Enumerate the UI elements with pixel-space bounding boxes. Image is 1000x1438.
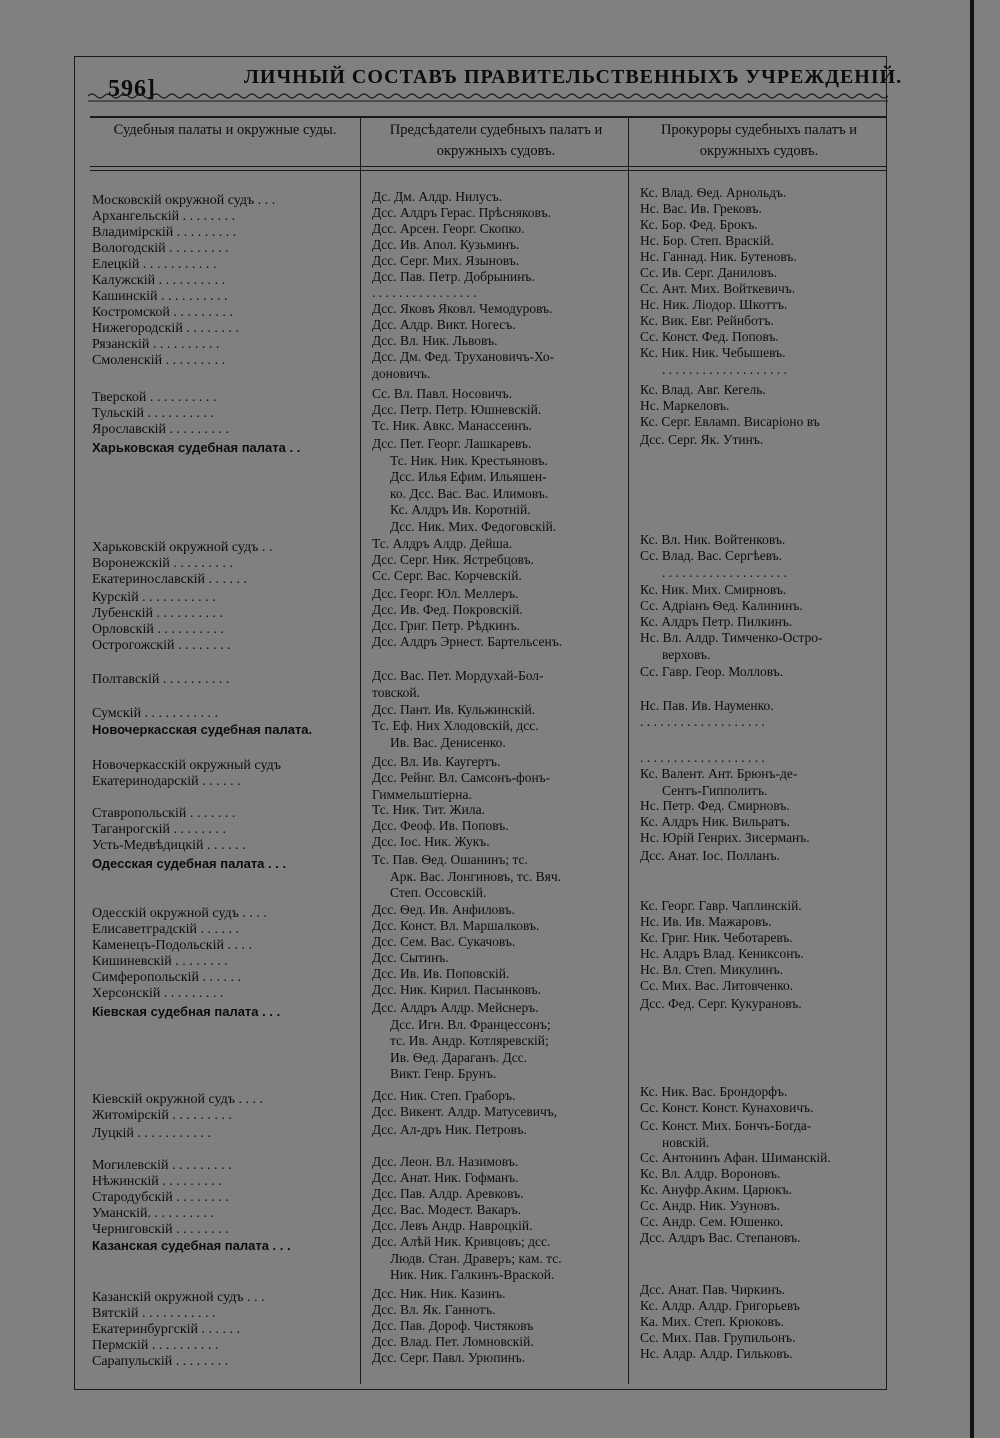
decorative-wavy-rule [88, 90, 888, 104]
chairman-line: Сс. Серг. Вас. Корчевскій. [372, 568, 522, 583]
prosecutor-line: . . . . . . . . . . . . . . . . . . . [640, 750, 765, 765]
court-name: Уманскій. . . . . . . . . . [92, 1206, 215, 1221]
court-name: Курскій . . . . . . . . . . . [92, 590, 216, 605]
chairman-line: Дсс. Пав. Алдр. Аревковъ. [372, 1186, 524, 1201]
prosecutor-line: Нс. Бор. Степ. Враскій. [640, 233, 774, 248]
prosecutor-line: Нс. Ник. Ліодор. Шкоттъ. [640, 297, 788, 312]
court-chamber-name: Новочеркасская судебная палата. [92, 722, 313, 737]
court-name: Екатеринославскій . . . . . . [92, 572, 247, 587]
court-name: Владимірскій . . . . . . . . . [92, 225, 237, 240]
prosecutor-line: Нс. Вас. Ив. Грековъ. [640, 201, 762, 216]
chairman-line: Дсс. Леон. Вл. Назимовъ. [372, 1154, 519, 1169]
court-name: Ярославскій . . . . . . . . . [92, 422, 230, 437]
chairman-line: Гиммельштіерна. [372, 786, 472, 802]
court-name: Черниговскій . . . . . . . . [92, 1222, 229, 1237]
chairman-line: Тс. Ник. Авкс. Манассеинъ. [372, 418, 533, 433]
court-chamber-name: Харьковская судебная палата . . [92, 440, 301, 455]
chairman-line: Дсс. Серг. Ник. Ястребцовъ. [372, 552, 534, 567]
prosecutor-line: Кс. Алдр. Алдр. Григорьевъ [640, 1298, 800, 1313]
court-name: Кашинскій . . . . . . . . . . [92, 289, 228, 304]
prosecutor-line: Сс. Антонинъ Афан. Шиманскій. [640, 1150, 831, 1165]
prosecutor-line: Нс. Алдр. Алдр. Гильковъ. [640, 1346, 793, 1361]
court-name: Полтавскій . . . . . . . . . . [92, 672, 230, 687]
court-name: Елисаветградскій . . . . . . [92, 922, 239, 937]
court-name: Острогожскій . . . . . . . . [92, 638, 231, 653]
chairman-line: Тс. Ник. Тит. Жила. [372, 802, 485, 817]
prosecutor-line: Дсс. Серг. Як. Утинъ. [640, 432, 764, 447]
court-chamber-name: Казанская судебная палата . . . [92, 1238, 291, 1253]
chairman-line: Дсс. Алѣй Ник. Кривцовъ; дсс. [372, 1234, 551, 1249]
prosecutor-line: Нс. Алдръ Влад. Кениксонъ. [640, 946, 804, 961]
chairman-line: Дсс. Яковъ Яковл. Чемодуровъ. [372, 301, 553, 316]
chairman-line: Людв. Стан. Драверъ; кам. тс. [390, 1250, 562, 1266]
prosecutor-line: Сс. Конст. Мих. Бончъ-Богда- [640, 1118, 812, 1133]
chairman-line: доновичъ. [372, 365, 431, 381]
chairman-line: Дс. Дм. Алдр. Нилусъ. [372, 189, 503, 204]
court-name: Херсонскій . . . . . . . . . [92, 986, 224, 1001]
prosecutor-line: Кс. Ануфр.Аким. Царюкъ. [640, 1182, 792, 1197]
court-name: Кіевскій окружной судъ . . . . [92, 1092, 263, 1107]
chairman-line: Дсс. Конст. Вл. Маршалковъ. [372, 918, 540, 933]
chairman-line: Дсс. Ник. Мих. Федоговскій. [390, 518, 557, 534]
chairman-line: Дсс. Ал-дръ Ник. Петровъ. [372, 1122, 527, 1137]
chairman-line: Дсс. Сем. Вас. Сукачовъ. [372, 934, 516, 949]
chairman-line: Тс. Ник. Ник. Крестьяновъ. [390, 452, 548, 468]
court-name: Таганрогскій . . . . . . . . [92, 822, 227, 837]
court-name: Архангельскій . . . . . . . . [92, 209, 236, 224]
chairman-line: Дсс. Алдръ Алдр. Мейснеръ. [372, 1000, 539, 1015]
prosecutor-line: Нс. Маркеловъ. [640, 398, 730, 413]
court-name: Тульскій . . . . . . . . . . [92, 406, 215, 421]
court-name: Калужскій . . . . . . . . . . [92, 273, 226, 288]
court-name: Стародубскій . . . . . . . . [92, 1190, 229, 1205]
court-name: Воронежскій . . . . . . . . . [92, 556, 233, 571]
court-name: Казанскій окружной судъ . . . [92, 1290, 265, 1305]
prosecutor-line: верховъ. [662, 646, 711, 662]
prosecutor-line: Кс. Серг. Евламп. Висаріоно въ [640, 414, 820, 429]
chairman-line: Дсс. Іос. Ник. Жукъ. [372, 834, 490, 849]
chairman-line: Дсс. Ив. Ив. Поповскій. [372, 966, 510, 981]
prosecutor-line: Кс. Вик. Евг. Рейнботъ. [640, 313, 774, 328]
court-name: Луцкій . . . . . . . . . . . [92, 1126, 211, 1141]
chairman-line: Сс. Вл. Павл. Носовичъ. [372, 386, 513, 401]
court-chamber-name: Кіевская судебная палата . . . [92, 1004, 281, 1019]
chairman-line: Дсс. Пав. Дороф. Чистяковъ [372, 1318, 534, 1333]
court-name: Нижегородскій . . . . . . . . [92, 321, 239, 336]
chairman-line: Дсс. Влад. Пет. Ломновскій. [372, 1334, 534, 1349]
prosecutor-line: Кс. Влад. Ѳед. Арнольдъ. [640, 185, 787, 200]
prosecutor-line: Кс. Бор. Фед. Брокъ. [640, 217, 758, 232]
prosecutor-line: Сс. Мих. Вас. Литовченко. [640, 978, 794, 993]
prosecutor-line: Кс. Ник. Ник. Чебышевъ. [640, 345, 786, 360]
chairman-line: . . . . . . . . . . . . . . . . [372, 285, 477, 300]
header-top-rule [90, 116, 886, 118]
header-bottom-rule-2 [90, 170, 886, 171]
prosecutor-line: Дсс. Анат. Пав. Чиркинъ. [640, 1282, 786, 1297]
prosecutor-line: Сентъ-Гипполитъ. [662, 782, 768, 798]
prosecutor-line: Сс. Адріанъ Ѳед. Калининъ. [640, 598, 803, 613]
court-chamber-name: Одесская судебная палата . . . [92, 856, 287, 871]
court-name: Елецкій . . . . . . . . . . . [92, 257, 217, 272]
prosecutor-line: Сс. Мих. Пав. Групильонъ. [640, 1330, 796, 1345]
prosecutor-line: Дсс. Анат. Іос. Полланъ. [640, 848, 780, 863]
prosecutor-line: Нс. Вл. Степ. Микулинъ. [640, 962, 783, 977]
chairman-line: Дсс. Пант. Ив. Кульжинскій. [372, 702, 536, 717]
chairman-line: Дсс. Вл. Ив. Каугертъ. [372, 754, 501, 769]
chairman-line: Дсс. Арсен. Георг. Скопко. [372, 221, 525, 236]
chairman-line: Дсс. Вас. Пет. Мордухай-Бол- [372, 668, 544, 683]
court-name: Вятскій . . . . . . . . . . . [92, 1306, 216, 1321]
chairman-line: Дсс. Алдр. Викт. Ногесъ. [372, 317, 516, 332]
column-header-courts: Судебныя палаты и окружные суды. [113, 122, 337, 138]
prosecutor-line: Кс. Ник. Вас. Брондорфъ. [640, 1084, 788, 1099]
prosecutor-line: Сс. Конст. Фед. Поповъ. [640, 329, 779, 344]
chairman-line: Дсс. Григ. Петр. Рѣдкинъ. [372, 618, 521, 633]
court-name: Нѣжинскій . . . . . . . . . [92, 1174, 222, 1189]
chairman-line: Дсс. Вас. Модест. Вакаръ. [372, 1202, 521, 1217]
chairman-line: Ник. Ник. Галкинъ-Враской. [390, 1267, 555, 1282]
prosecutor-line: Кс. Григ. Ник. Чеботаревъ. [640, 930, 793, 945]
prosecutor-line: Кс. Валент. Ант. Брюнъ-де- [640, 766, 798, 781]
chairman-line: Дсс. Викент. Алдр. Матусевичъ, [372, 1104, 558, 1119]
prosecutor-line: Сс. Конст. Конст. Кунаховичъ. [640, 1100, 814, 1115]
prosecutor-line: Сс. Андр. Сем. Юшенко. [640, 1214, 784, 1229]
court-name: Костромской . . . . . . . . . [92, 305, 233, 320]
chairman-line: Ив. Ѳед. Дараганъ. Дсс. [390, 1049, 528, 1065]
chairman-line: Дсс. Вл. Ник. Львовъ. [372, 333, 498, 348]
prosecutor-line: новскій. [662, 1134, 710, 1150]
chairman-line: Дсс. Ник. Степ. Граборъ. [372, 1088, 516, 1103]
prosecutor-line: Кс. Влад. Авг. Кегель. [640, 382, 766, 397]
column-header-chairmen: Предсѣдатели судебныхъ палатъ и окружныхъ судовъ. [389, 122, 603, 159]
prosecutor-line: Нс. Ганнад. Ник. Бутеновъ. [640, 249, 797, 264]
page-number: 596] [108, 76, 156, 102]
court-name: Житомірскій . . . . . . . . . [92, 1108, 232, 1123]
chairman-line: Дсс. Ив. Фед. Покровскій. [372, 602, 523, 617]
court-name: Каменецъ-Подольскій . . . . [92, 938, 252, 953]
chairman-line: Викт. Генр. Брунъ. [390, 1066, 497, 1081]
prosecutor-line: . . . . . . . . . . . . . . . . . . . [662, 564, 787, 580]
court-name: Ставропольскій . . . . . . . [92, 806, 236, 821]
court-name: Новочеркасскій окружный судъ [92, 758, 281, 773]
prosecutor-line: Кс. Георг. Гавр. Чаплинскій. [640, 898, 802, 913]
chairman-line: Дсс. Серг. Павл. Урюпинъ. [372, 1350, 526, 1365]
page-title: ЛИЧНЫЙ СОСТАВЪ ПРАВИТЕЛЬСТВЕННЫХЪ УЧРЕЖДЕНІЙ. [244, 66, 903, 88]
court-name: Кишиневскій . . . . . . . . [92, 954, 228, 969]
chairman-line: Тс. Пав. Ѳед. Ошанинъ; тс. [372, 852, 528, 867]
prosecutor-line: Дсс. Фед. Серг. Кукурановъ. [640, 996, 802, 1011]
prosecutor-line: Сс. Ив. Серг. Даниловъ. [640, 265, 777, 280]
chairman-line: Дсс. Серг. Мих. Языновъ. [372, 253, 520, 268]
chairman-line: Дсс. Пав. Петр. Добрынинъ. [372, 269, 535, 284]
court-name: Могилевскій . . . . . . . . . [92, 1158, 232, 1173]
chairman-line: Дсс. Пет. Георг. Лашкаревъ. [372, 436, 532, 451]
chairman-line: Дсс. Дм. Фед. Трухановичъ-Хо- [372, 349, 555, 364]
chairman-line: Тс. Еф. Них Хлодовскій, дсс. [372, 718, 539, 733]
chairman-line: товской. [372, 684, 420, 700]
chairman-line: Степ. Оссовскій. [390, 885, 487, 900]
prosecutor-line: . . . . . . . . . . . . . . . . . . . [640, 714, 765, 729]
chairman-line: ко. Дсс. Вас. Вас. Илимовъ. [390, 485, 549, 501]
chairman-line: Дсс. Петр. Петр. Юшневскій. [372, 402, 542, 417]
prosecutor-line: Дсс. Алдръ Вас. Степановъ. [640, 1230, 801, 1245]
chairman-line: Дсс. Алдръ Эрнест. Бартельсенъ. [372, 634, 563, 649]
chairman-line: Дсс. Анат. Ник. Гофманъ. [372, 1170, 519, 1185]
court-name: Смоленскій . . . . . . . . . [92, 353, 226, 368]
chairman-line: тс. Ив. Андр. Котляревскій; [390, 1033, 549, 1048]
prosecutor-line: Нс. Ив. Ив. Мажаровъ. [640, 914, 772, 929]
header-bottom-rule [90, 166, 886, 167]
chairman-line: Дсс. Феоф. Ив. Поповъ. [372, 818, 509, 833]
chairman-line: Дсс. Сытинъ. [372, 950, 449, 965]
chairman-line: Дсс. Ѳед. Ив. Анфиловъ. [372, 902, 515, 917]
prosecutor-line: Нс. Вл. Алдр. Тимченко-Остро- [640, 630, 823, 645]
prosecutor-line: Нс. Пав. Ив. Науменко. [640, 698, 774, 713]
prosecutor-line: Нс. Петр. Фед. Смирновъ. [640, 798, 790, 813]
court-name: Московскій окружной судъ . . . [92, 193, 276, 208]
court-name: Тверской . . . . . . . . . . [92, 390, 217, 405]
chairman-line: Дсс. Левъ Андр. Навроцкій. [372, 1218, 533, 1233]
court-name: Рязанскій . . . . . . . . . . [92, 337, 220, 352]
chairman-line: Ив. Вас. Денисенко. [390, 734, 506, 750]
court-name: Пермскій . . . . . . . . . . [92, 1338, 219, 1353]
court-name: Усть-Медвѣдицкій . . . . . . [92, 838, 246, 853]
court-name: Екатеринодарскій . . . . . . [92, 774, 241, 789]
chairman-line: Дсс. Ник. Кирил. Пасынковъ. [372, 982, 541, 997]
court-name: Харьковскій окружной судъ . . [92, 540, 273, 555]
chairman-line: Дсс. Георг. Юл. Меллеръ. [372, 586, 519, 601]
court-name: Лубенскій . . . . . . . . . . [92, 606, 224, 621]
page-edge-shadow [970, 0, 974, 1438]
prosecutor-line: Сс. Андр. Ник. Узуновъ. [640, 1198, 781, 1213]
prosecutor-line: Кс. Ник. Мих. Смирновъ. [640, 582, 787, 597]
prosecutor-line: Сс. Влад. Вас. Сергѣевъ. [640, 548, 783, 563]
prosecutor-line: Кс. Алдръ Петр. Пилкинъ. [640, 614, 793, 629]
chairman-line: Дсс. Алдръ Герас. Прѣсняковъ. [372, 205, 551, 220]
court-name: Орловскій . . . . . . . . . . [92, 622, 224, 637]
prosecutor-line: Ка. Мих. Степ. Крюковъ. [640, 1314, 784, 1329]
prosecutor-line: Сс. Ант. Мих. Войткевичъ. [640, 281, 796, 296]
prosecutor-line: Нс. Юрій Генрих. Зисерманъ. [640, 830, 810, 845]
chairman-line: Дсс. Ник. Ник. Казинъ. [372, 1286, 506, 1301]
court-name: Одесскій окружной судъ . . . . [92, 906, 267, 921]
chairman-line: Кс. Алдръ Ив. Коротній. [390, 502, 531, 517]
prosecutor-line: Кс. Алдръ Ник. Вильратъ. [640, 814, 790, 829]
court-name: Симферопольскій . . . . . . [92, 970, 242, 985]
court-name: Екатеринбургскій . . . . . . [92, 1322, 241, 1337]
chairman-line: Арк. Вас. Лонгиновъ, тс. Вяч. [390, 868, 562, 884]
prosecutor-line: Кс. Вл. Ник. Войтенковъ. [640, 532, 786, 547]
chairman-line: Дсс. Игн. Вл. Францессонъ; [390, 1016, 551, 1032]
prosecutor-line: . . . . . . . . . . . . . . . . . . . [662, 361, 787, 377]
chairman-line: Дсс. Илья Ефим. Ильяшен- [390, 469, 547, 484]
court-name: Сумскій . . . . . . . . . . . [92, 706, 219, 721]
column-header-prosecutors: Прокуроры судебныхъ палатъ и окружныхъ судовъ. [660, 122, 858, 159]
chairman-line: Дсс. Вл. Як. Ганнотъ. [372, 1302, 496, 1317]
chairman-line: Дсс. Ив. Апол. Кузьминъ. [372, 237, 520, 252]
chairman-line: Тс. Алдръ Алдр. Дейша. [372, 536, 513, 551]
court-name: Вологодскій . . . . . . . . . [92, 241, 229, 256]
prosecutor-line: Сс. Гавр. Геор. Молловъ. [640, 664, 784, 679]
chairman-line: Дсс. Рейнг. Вл. Самсонъ-фонъ- [372, 770, 551, 785]
prosecutor-line: Кс. Вл. Алдр. Вороновъ. [640, 1166, 781, 1181]
court-name: Сарапульскій . . . . . . . . [92, 1354, 229, 1369]
